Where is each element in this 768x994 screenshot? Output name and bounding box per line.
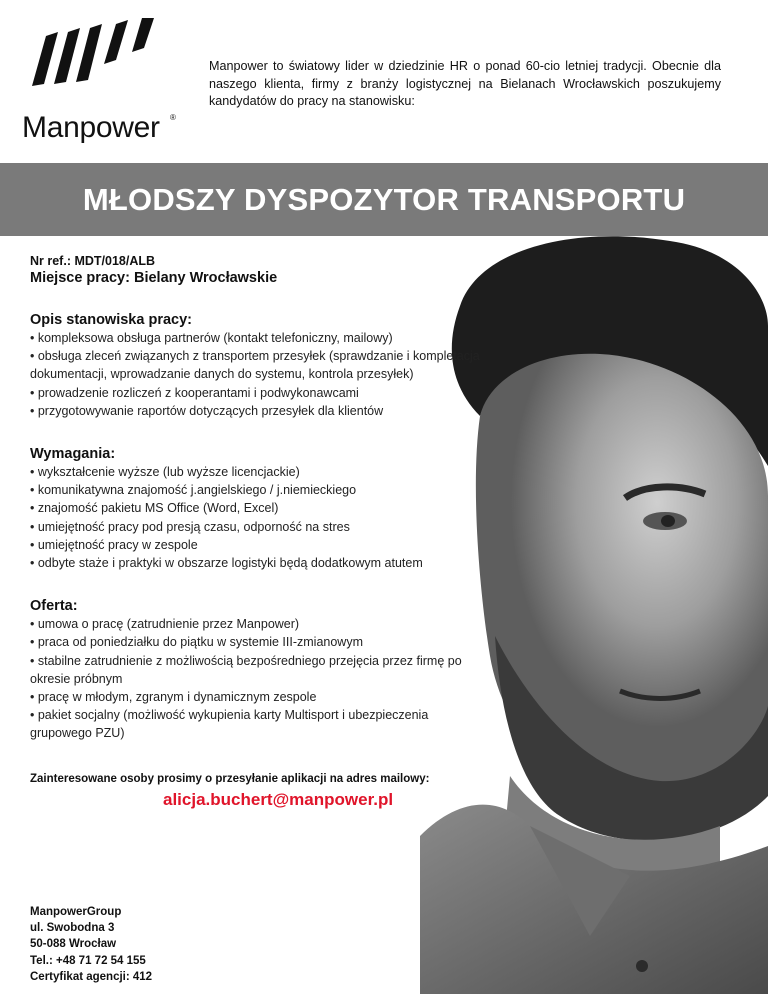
title-banner bbox=[0, 163, 768, 236]
list-item: • przygotowywanie raportów dotyczących przesyłek dla klientów bbox=[30, 403, 384, 418]
address-line: ManpowerGroup bbox=[30, 906, 122, 918]
list-item: • stabilne zatrudnienie z możliwością bezpośredniego przejęcia przez firmę po bbox=[30, 653, 462, 668]
list-item: • obsługa zleceń związanych z transportem przesyłek (sprawdzanie i kompletacja bbox=[30, 349, 480, 364]
work-location: Miejsce pracy: Bielany Wrocławskie bbox=[30, 270, 278, 286]
address-line: ul. Swobodna 3 bbox=[30, 922, 115, 935]
list-item: • kompleksowa obsługa partnerów (kontakt telefoniczny, mailowy) bbox=[30, 331, 393, 345]
list-item: • umiejętność pracy pod presją czasu, odporność na stres bbox=[30, 519, 350, 534]
list-item: • umowa o pracę (zatrudnienie przez Manpower) bbox=[30, 617, 300, 632]
list-item: • pakiet socjalny (możliwość wykupienia karty Multisport i ubezpieczenia bbox=[30, 708, 429, 723]
address-line: Tel.: +48 71 72 54 155 bbox=[30, 954, 146, 967]
list-item: dokumentacji, wprowadzanie danych do systemu, kontrola przesyłek) bbox=[30, 367, 414, 382]
list-item: • odbyte staże i praktyki w obszarze logistyki będą dodatkowym atutem bbox=[30, 556, 423, 571]
job-title: MŁODSZY DYSPOZYTOR TRANSPORTU bbox=[82, 181, 686, 217]
company-address bbox=[30, 904, 152, 985]
offer-list bbox=[30, 615, 550, 742]
manpower-logo bbox=[22, 18, 176, 144]
requirements-title: Wymagania: bbox=[30, 446, 116, 463]
manpower-wordmark: Manpower bbox=[22, 111, 160, 144]
manpower-logo-mark bbox=[32, 18, 160, 86]
address-line: Certyfikat agencji: 412 bbox=[30, 970, 153, 983]
intro-text: Manpower to światowy lider w dziedzinie HR o ponad 60-cio letniej tradycji. Obecnie dla naszego klienta, firmy z branży logistycznej na Bielanach Wrocławskich poszukujemy kandydatów do pracy na stanowisku: bbox=[209, 59, 721, 108]
list-item: • pracę w młodym, zgranym i dynamicznym zespole bbox=[30, 690, 317, 705]
list-item: • umiejętność pracy w zespole bbox=[30, 537, 198, 552]
list-item: • praca od poniedziałku do piątku w systemie III-zmianowym bbox=[30, 635, 363, 650]
registered-mark: ® bbox=[170, 113, 176, 122]
list-item: • prowadzenie rozliczeń z kooperantami i podwykonawcami bbox=[30, 385, 359, 400]
list-item: • znajomość pakietu MS Office (Word, Excel) bbox=[30, 501, 279, 516]
list-item: okresie próbnym bbox=[30, 671, 123, 686]
list-item: • wykształcenie wyższe (lub wyższe licencjackie) bbox=[30, 465, 300, 480]
description-list bbox=[30, 329, 550, 420]
requirements-list bbox=[30, 463, 550, 572]
list-item: • komunikatywna znajomość j.angielskiego / j.niemieckiego bbox=[30, 483, 357, 498]
description-title: Opis stanowiska pracy: bbox=[30, 312, 192, 328]
job-details bbox=[30, 254, 550, 743]
list-item: grupowego PZU) bbox=[30, 726, 125, 741]
email-link[interactable]: alicja.buchert@manpower.pl bbox=[163, 790, 394, 809]
offer-title: Oferta: bbox=[30, 598, 78, 615]
address-line: 50-088 Wrocław bbox=[30, 938, 117, 951]
reference-number: Nr ref.: MDT/018/ALB bbox=[30, 254, 156, 268]
apply-instructions: Zainteresowane osoby prosimy o przesyłanie aplikacji na adres mailowy: bbox=[30, 773, 430, 785]
